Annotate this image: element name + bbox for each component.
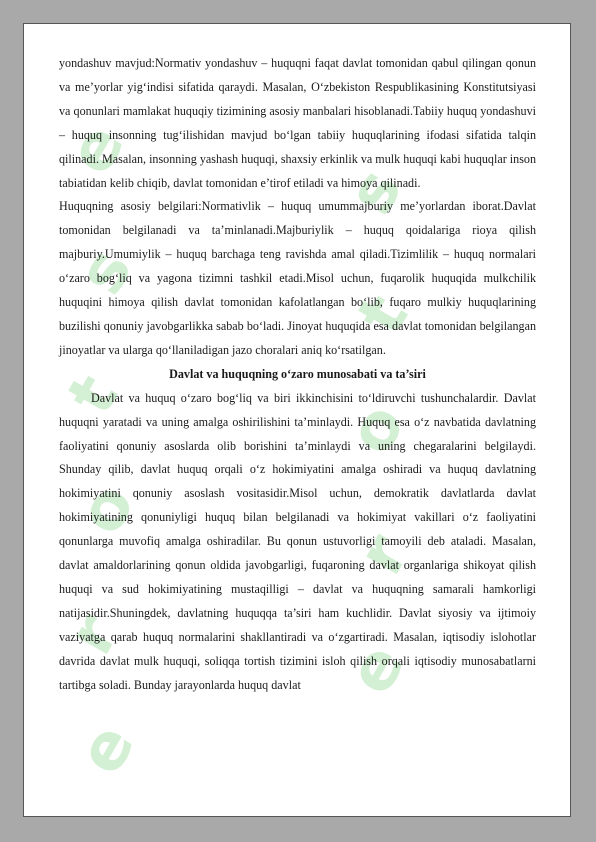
- document-body: [59, 52, 536, 697]
- svg-text:o: o: [63, 471, 150, 547]
- svg-text:e: e: [53, 112, 140, 187]
- paragraph: Huquqning asosiy belgilari:Normativlik – huquq umummajburiy me’yorlardan iborat.Davlat tomonidan belgilanadi va ta’minlanadi.Majburiylik – huquq qoidalariga rioya qilish majburiy.Umumiylik – huquq barchaga teng ravishda amal qiladi.Tizimlilik – huquq normalari o‘zaro bog‘liq va yagona tizimni tashkil etadi.Misol uchun, fuqarolik huquqida mulkchilik huquqini himoya qilish davlat tomonidan kafolatlangan bo‘lib, fuqaro mulkiy huquqlarining buzilishi qonuniy javobgarlikka sabab bo‘ladi. Jinoyat huquqida esa davlat tomonidan belgilangan jinoyatlar va ularga qo‘llaniladigan jazo choralari aniq ko‘rsatilgan.: [59, 199, 536, 357]
- paragraph: Davlat va huquq o‘zaro bog‘liq va biri ikkinchisini to‘ldiruvchi tushunchalardir. Davlat huquqni yaratadi va uning amalga oshirilishini ta’minlaydi. Huquq esa o‘z navbatida davlatning faoliyatini qonuniy asoslarda olib borishini ta’minlaydi va uning chegaralarini belgilaydi. Shunday qilib, davlat huquq orqali o‘z hokimiyatini amalga oshiradi va huquq davlatning hokimiyatini qonuniy asoslash vositasidir.Misol uchun, demokratik davlatlarda davlat hokimiyatining qonuniyligi huquq bilan belgilanadi va hokimiyat vakillari o‘z faoliyatini qonunlarga muvofiq amalga oshiradilar. Bu qonun ustuvorligi tamoyili deb ataladi. Masalan, davlat amaldorlarining qonun oldida javobgarligi, fuqaroning davlat organlariga shikoyat qilish huquqi va sud hokimiyatining mustaqilligi – davlat va huquqning samarali hamkorligi natijasidir.Shuningdek, davlatning huquqqa ta’siri ham kuchlidir. Davlat siyosiy va ijtimoiy vaziyatga qarab huquq normalarini shakllantiradi va o‘zgartiradi. Masalan, iqtisodiy islohotlar davrida davlat mulk huquqi, soliqqa tortish tizimini isloh qilish orqali iqtisodiy munosabatlarni tartibga soladi. Bunday jarayonlarda huquq davlat: [59, 390, 536, 692]
- svg-text:s: s: [63, 236, 147, 307]
- svg-text:r: r: [343, 522, 424, 587]
- svg-text:t: t: [343, 283, 424, 347]
- svg-text:t: t: [53, 363, 134, 427]
- svg-text:s: s: [333, 156, 417, 227]
- svg-text:r: r: [53, 602, 134, 667]
- svg-text:e: e: [333, 632, 420, 707]
- document-page: [23, 23, 571, 817]
- svg-text:o: o: [333, 391, 420, 467]
- paragraph: yondashuv mavjud:Normativ yondashuv – huquqni faqat davlat tomonidan qabul qilingan qonun va me’yorlar yig‘indisi sifatida qaraydi. Masalan, O‘zbekiston Respublikasining Konstitutsiyasi va qonunlari mamlakat huquqiy tizimining asosiy manbalari hisoblanadi.Tabiiy huquq yondashuvi – huquq insonning tug‘ilishidan mavjud bo‘lgan tabiiy huquqlarining ifodasi sifatida talqin qilinadi. Masalan, insonning yashash huquqi, shaxsiy erkinlik va mulk huquqi kabi huquqlar inson tabiatidan kelib chiqib, davlat tomonidan e’tirof etiladi va himoya qilinadi.: [59, 56, 536, 190]
- section-heading: Davlat va huquqning o‘zaro munosabati va ta’siri: [169, 366, 426, 381]
- svg-text:e: e: [63, 712, 150, 787]
